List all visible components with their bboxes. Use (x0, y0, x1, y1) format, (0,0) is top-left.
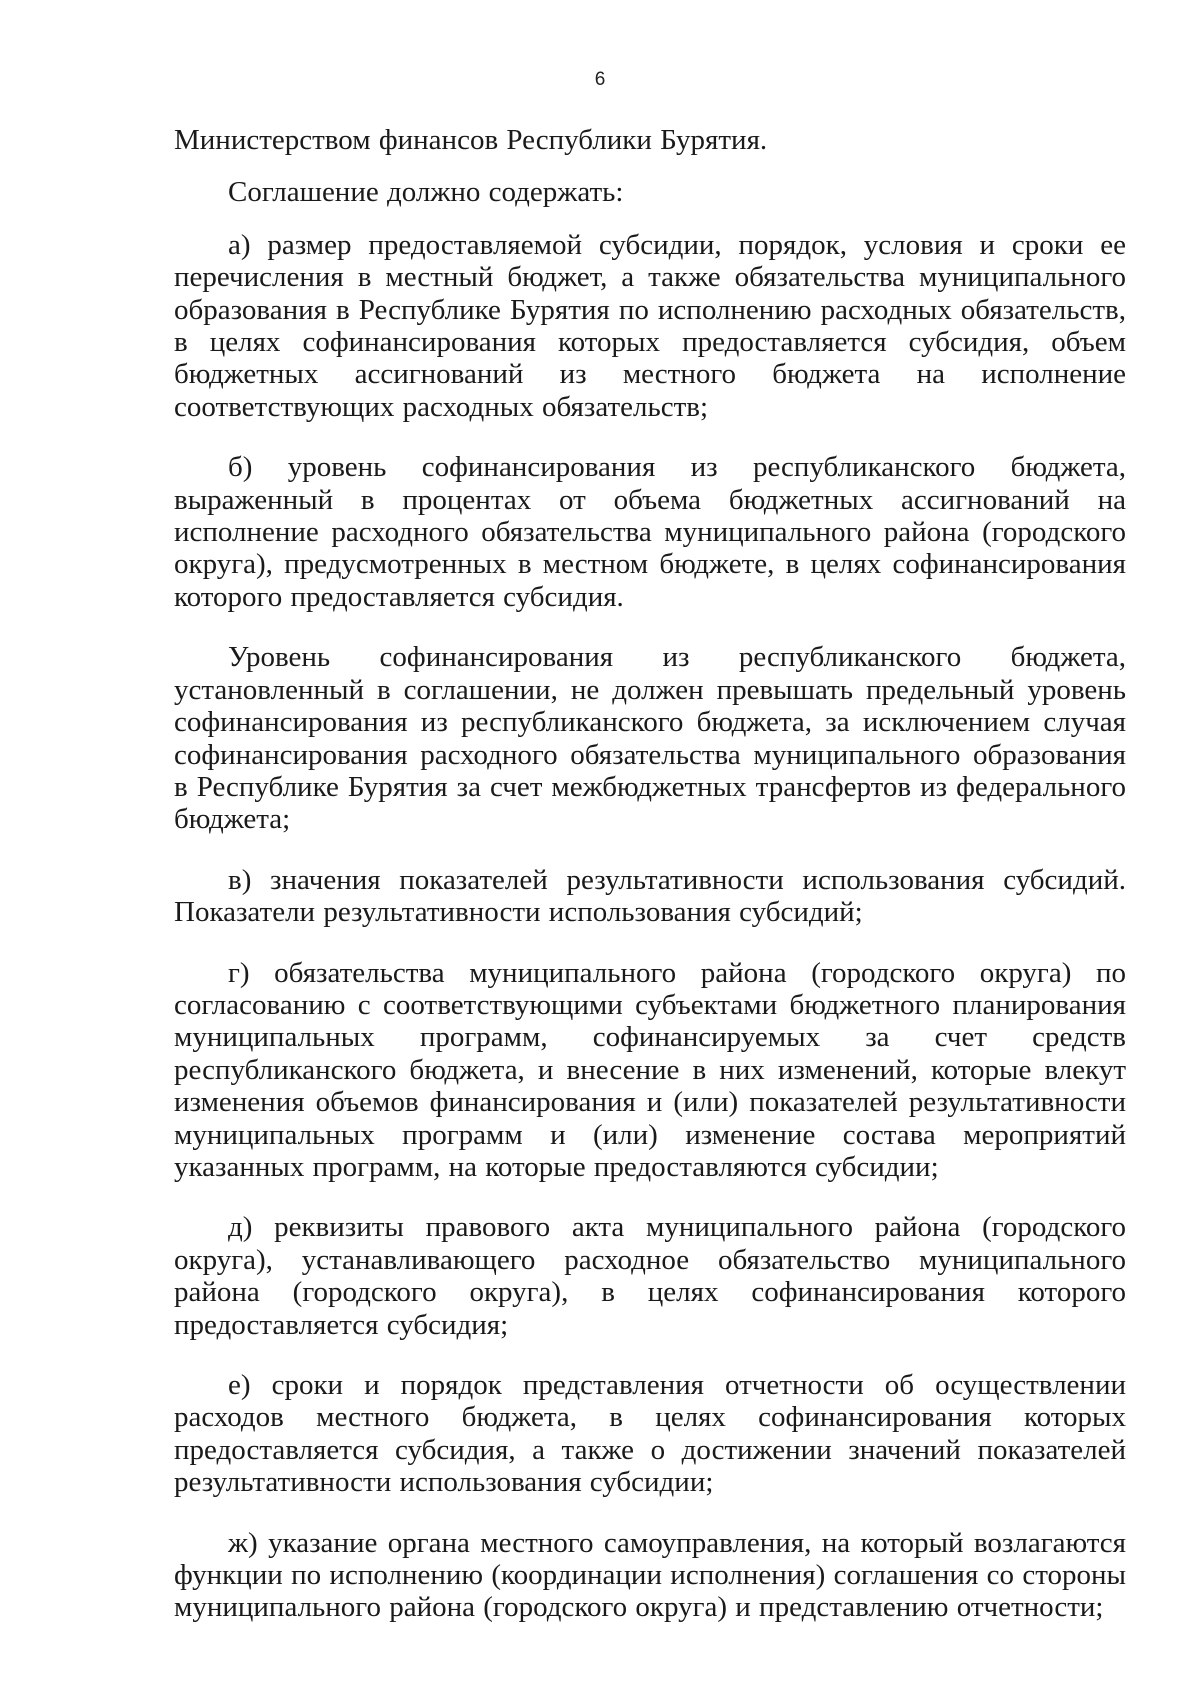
paragraph-item-zh: ж) указание органа местного самоуправления, на который возлагаются функции по исполнению (координации исполнения) соглашения со стороны муниципального района (городского округа) и представлению отчетности; (174, 1526, 1126, 1624)
paragraph-item-d: д) реквизиты правового акта муниципального района (городского округа), устанавливающего расходное обязательство муниципального района (городского округа), в целях софинансирования которого предоставляется субсидия; (174, 1211, 1126, 1341)
paragraph-continuation: Министерством финансов Республики Бурятия. (174, 124, 768, 156)
paragraph-item-a: а) размер предоставляемой субсидии, порядок, условия и сроки ее перечисления в местный бюджет, а также обязательства муниципального образования в Республике Бурятия по исполнению расходных обязательств, в целях софинансирования которых предоставляется субсидия, объем бюджетных ассигнований из местного бюджета на исполнение соответствующих расходных обязательств; (174, 228, 1126, 423)
paragraph-item-g: г) обязательства муниципального района (городского округа) по согласованию с соответствующими субъектами бюджетного планирования муниципальных программ, софинансируемых за счет средств республиканского бюджета, и внесение в них изменений, которые влекут изменения объемов финансирования и (или) показателей результативности муниципальных программ и (или) изменение состава мероприятий указанных программ, на которые предоставляются субсидии; (174, 956, 1126, 1183)
page-number: 6 (594, 69, 606, 90)
paragraph-item-e: е) сроки и порядок представления отчетности об осуществлении расходов местного бюджета, в целях софинансирования которых предоставляется субсидия, а также о достижении значений показателей результативности использования субсидии; (174, 1369, 1126, 1499)
document-body (174, 124, 1126, 1624)
paragraph-item-b: б) уровень софинансирования из республиканского бюджета, выраженный в процентах от объема бюджетных ассигнований на исполнение расходного обязательства муниципального района (городского округа), предусмотренных в местном бюджете, в целях софинансирования которого предоставляется субсидия. (174, 451, 1126, 613)
paragraph-cofinancing-level: Уровень софинансирования из республиканского бюджета, установленный в соглашении, не должен превышать предельный уровень софинансирования из республиканского бюджета, за исключением случая софинансирования расходного обязательства муниципального образования в Республике Бурятия за счет межбюджетных трансфертов из федерального бюджета; (174, 641, 1126, 836)
paragraph-agreement-intro: Соглашение должно содержать: (228, 176, 624, 209)
paragraph-item-v: в) значения показателей результативности использования субсидий. Показатели результативности использования субсидий; (174, 863, 1126, 929)
